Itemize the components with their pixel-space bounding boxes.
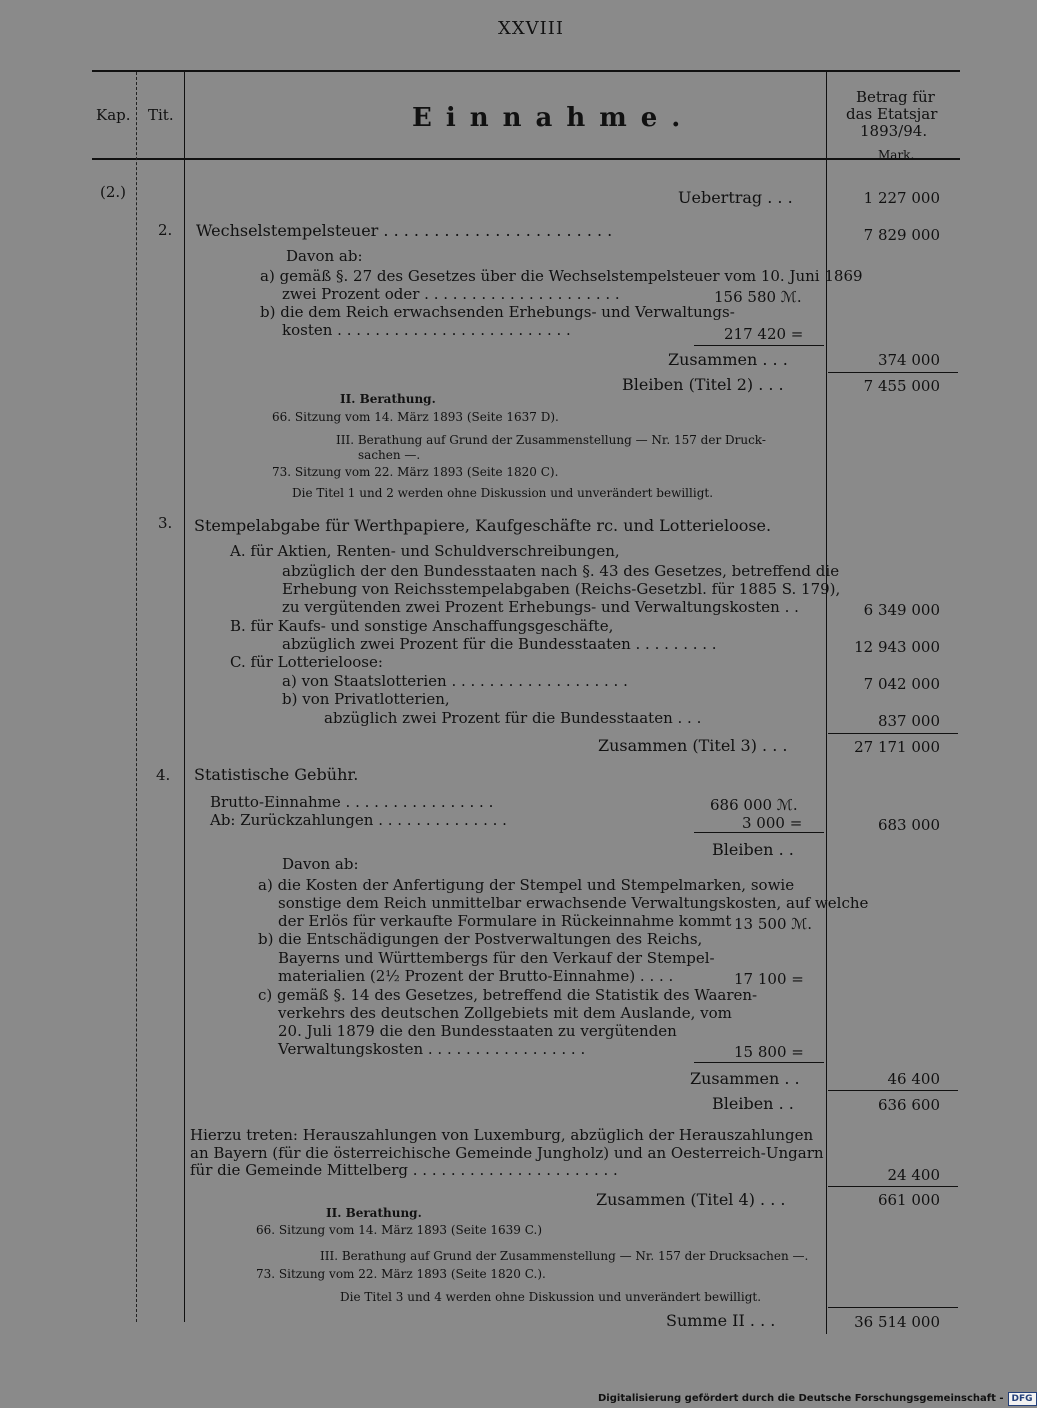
titel-4-davon: Davon ab: [282, 855, 359, 873]
titel-4-note-berathung2: II. Berathung. [326, 1206, 422, 1220]
summe-rule [828, 1307, 958, 1308]
titel-3-b-value: 12 943 000 [854, 638, 940, 656]
summe-label: Summe II . . . [666, 1311, 776, 1330]
titel-2-note-sitzung66: 66. Sitzung vom 14. März 1893 (Seite 1637 D). [272, 410, 559, 424]
kap-divider [136, 72, 137, 1322]
summe-value: 36 514 000 [854, 1313, 940, 1331]
titel-4-hierzu-line3: für die Gemeinde Mittelberg . . . . . . . . . . . . . . . . . . . . . . [190, 1161, 618, 1179]
titel-4-note-berathung3: III. Berathung auf Grund der Zusammenstellung — Nr. 157 der Drucksachen —. [320, 1249, 809, 1263]
titel-2-sum-rule [828, 372, 958, 373]
titel-2-note-bewilligt: Die Titel 1 und 2 werden ohne Diskussion und unverändert bewilligt. [292, 486, 714, 500]
titel-3-c-b: b) von Privatlotterien, [282, 690, 450, 708]
titel-4-zusammen-value: 46 400 [887, 1070, 940, 1088]
header-kap: Kap. [96, 106, 131, 124]
titel-4-b-line1: b) die Entschädigungen der Postverwaltungen des Reichs, [258, 930, 703, 948]
header-betrag-line3: 1893/94. [860, 122, 928, 140]
titel-4-a-line3: der Erlös für verkaufte Formulare in Rückeinnahme kommt [278, 912, 732, 930]
titel-2-a-line2: zwei Prozent oder . . . . . . . . . . . . . . . . . . . . . [282, 285, 620, 303]
titel-4-a-value: 13 500 ℳ. [734, 915, 813, 933]
dfg-logo-icon: DFG [1008, 1392, 1037, 1406]
titel-3-c-b-value: 837 000 [877, 712, 940, 730]
titel-3-b-line1: B. für Kaufs- und sonstige Anschaffungsgeschäfte, [230, 617, 614, 635]
titel-4-bleiben-1: Bleiben . . [712, 840, 794, 859]
header-title: Einnahme. [412, 103, 695, 133]
titel-4-hierzu-line2: an Bayern (für die österreichische Gemeinde Jungholz) und an Oesterreich-Ungarn [190, 1144, 824, 1162]
titel-4-683-value: 683 000 [877, 816, 940, 834]
titel-3-title: Stempelabgabe für Werthpapiere, Kaufgeschäfte rc. und Lotterieloose. [194, 516, 772, 535]
titel-4-bleiben-2: Bleiben . . [712, 1094, 794, 1113]
top-rule [92, 70, 960, 72]
titel-4-c-line1: c) gemäß §. 14 des Gesetzes, betreffend die Statistik des Waaren- [258, 986, 758, 1004]
titel-4-hierzu-line1: Hierzu treten: Herauszahlungen von Luxemburg, abzüglich der Herauszahlungen [190, 1126, 814, 1144]
header-betrag-line2: das Etatsjar [846, 105, 938, 123]
footer-text: Digitalisierung gefördert durch die Deutsche Forschungsgemeinschaft - [598, 1393, 1004, 1404]
titel-3-c-b-line2: abzüglich zwei Prozent für die Bundesstaaten . . . [324, 709, 702, 727]
titel-4-c-line4: Verwaltungskosten . . . . . . . . . . . . . . . . . [278, 1040, 586, 1058]
titel-4-ab-value: 3 000 = [742, 814, 803, 832]
titel-3-c-a-value: 7 042 000 [863, 675, 940, 693]
titel-4-brutto: Brutto-Einnahme . . . . . . . . . . . . . . . . [210, 793, 494, 811]
titel-3-a-line4: zu vergütenden zwei Prozent Erhebungs- und Verwaltungskosten . . [282, 598, 799, 616]
page-number: XXVIII [498, 18, 564, 39]
titel-3-a-line3: Erhebung von Reichsstempelabgaben (Reichs-Gesetzbl. für 1885 S. 179), [282, 580, 841, 598]
titel-4-hierzu-value: 24 400 [887, 1166, 940, 1184]
titel-4-note-sitzung66: 66. Sitzung vom 14. März 1893 (Seite 1639 C.) [256, 1223, 543, 1237]
titel-3-number: 3. [158, 514, 173, 532]
titel-2-b-line1: b) die dem Reich erwachsenden Erhebungs- und Verwaltungs- [260, 303, 735, 321]
titel-2-zusammen-value: 374 000 [877, 351, 940, 369]
titel-2-title: Wechselstempelsteuer . . . . . . . . . . . . . . . . . . . . . . . [196, 221, 613, 240]
titel-2-sub-rule [694, 345, 824, 346]
titel-4-c-value: 15 800 = [734, 1043, 804, 1061]
titel-2-note-berathung2: II. Berathung. [340, 392, 436, 406]
titel-2-number: 2. [158, 221, 173, 239]
footer [598, 1392, 1037, 1406]
titel-4-number: 4. [156, 766, 171, 784]
header-betrag-line1: Betrag für [856, 88, 935, 106]
titel-3-zusammen-value: 27 171 000 [854, 738, 940, 756]
titel-2-zusammen: Zusammen . . . [668, 350, 788, 369]
uebertrag-value: 1 227 000 [863, 189, 940, 207]
titel-4-zusammen: Zusammen . . [690, 1069, 800, 1088]
titel-2-value: 7 829 000 [863, 226, 940, 244]
header-betrag-unit: Mark. [878, 148, 915, 162]
titel-2-a-line1: a) gemäß §. 27 des Gesetzes über die Wechselstempelsteuer vom 10. Juni 1869 [260, 267, 863, 285]
titel-2-b-line2: kosten . . . . . . . . . . . . . . . . . . . . . . . . . [282, 321, 571, 339]
titel-3-c-a: a) von Staatslotterien . . . . . . . . . . . . . . . . . . . [282, 672, 628, 690]
titel-4-a-line2: sonstige dem Reich unmittelbar erwachsende Verwaltungskosten, auf welche [278, 894, 869, 912]
titel-2-note-sitzung73: 73. Sitzung vom 22. März 1893 (Seite 1820 C). [272, 465, 559, 479]
titel-3-sum-rule [828, 733, 958, 734]
titel-4-kosten-rule [694, 1062, 824, 1063]
titel-3-a-line2: abzüglich der den Bundesstaaten nach §. 43 des Gesetzes, betreffend die [282, 562, 840, 580]
titel-3-b-line2: abzüglich zwei Prozent für die Bundesstaaten . . . . . . . . . [282, 635, 717, 653]
amount-divider [826, 72, 827, 1334]
titel-4-a-line1: a) die Kosten der Anfertigung der Stempel und Stempelmarken, sowie [258, 876, 795, 894]
titel-4-b-value: 17 100 = [734, 970, 804, 988]
titel-2-b-value: 217 420 = [724, 325, 804, 343]
titel-4-b-line2: Bayerns und Württembergs für den Verkauf der Stempel- [278, 949, 715, 967]
titel-4-title: Statistische Gebühr. [194, 765, 359, 784]
titel-4-note-sitzung73: 73. Sitzung vom 22. März 1893 (Seite 1820 C.). [256, 1267, 546, 1281]
titel-2-davon: Davon ab: [286, 247, 363, 265]
titel-3-zusammen: Zusammen (Titel 3) . . . [598, 736, 788, 755]
titel-2-note-drucksachen: sachen —. [358, 448, 421, 462]
titel-3-a-line1: A. für Aktien, Renten- und Schuldverschreibungen, [230, 542, 620, 560]
titel-4-c-line3: 20. Juli 1879 die den Bundesstaaten zu vergütenden [278, 1022, 677, 1040]
titel-2-bleiben-value: 7 455 000 [863, 377, 940, 395]
titel-4-b-line3: materialien (2½ Prozent der Brutto-Einnahme) . . . . [278, 967, 674, 985]
titel-4-zusammen-2-value: 661 000 [877, 1191, 940, 1209]
uebertrag-label: Uebertrag . . . [678, 188, 793, 207]
header-rule [92, 158, 960, 160]
titel-4-bleiben-value: 636 600 [877, 1096, 940, 1114]
titel-3-a-value: 6 349 000 [863, 601, 940, 619]
titel-2-a-value: 156 580 ℳ. [714, 288, 802, 306]
titel-4-c-line2: verkehrs des deutschen Zollgebiets mit dem Auslande, vom [278, 1004, 732, 1022]
titel-4-brutto-rule [694, 832, 824, 833]
titel-4-ab: Ab: Zurückzahlungen . . . . . . . . . . . . . . [210, 811, 507, 829]
titel-4-zusammen-2: Zusammen (Titel 4) . . . [596, 1190, 786, 1209]
titel-2-note-berathung3: III. Berathung auf Grund der Zusammenstellung — Nr. 157 der Druck- [336, 433, 766, 447]
tit-divider [184, 72, 185, 1322]
titel-4-zusammen-rule [828, 1090, 958, 1091]
titel-2-bleiben: Bleiben (Titel 2) . . . [622, 375, 784, 394]
header-tit: Tit. [148, 106, 174, 124]
kap-number: (2.) [100, 183, 127, 201]
titel-4-note-bewilligt: Die Titel 3 und 4 werden ohne Diskussion und unverändert bewilligt. [340, 1290, 762, 1304]
titel-4-brutto-value: 686 000 ℳ. [710, 796, 798, 814]
titel-3-c-line1: C. für Lotterieloose: [230, 653, 383, 671]
titel-4-hierzu-rule [828, 1186, 958, 1187]
